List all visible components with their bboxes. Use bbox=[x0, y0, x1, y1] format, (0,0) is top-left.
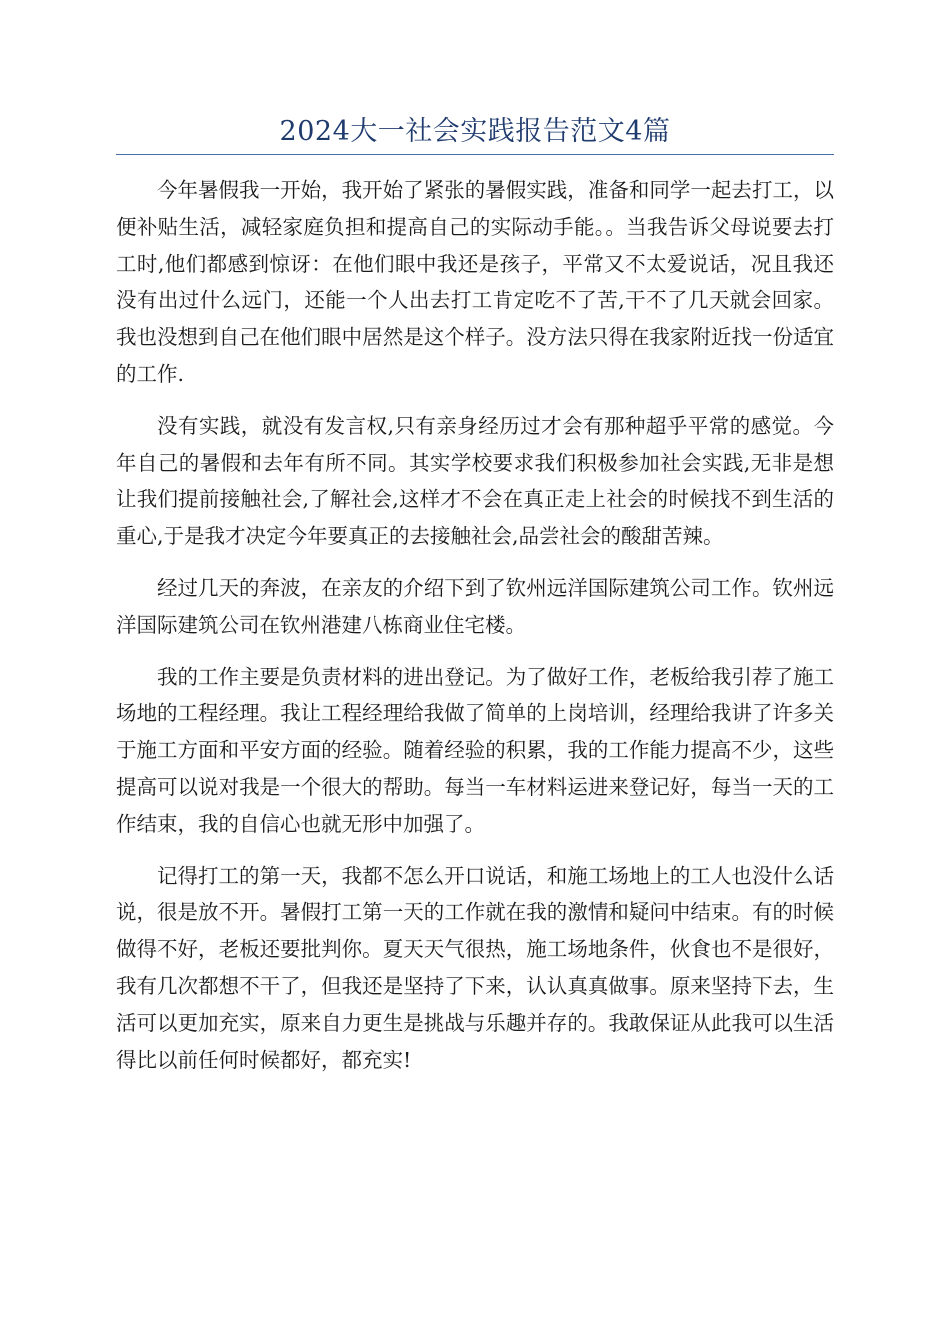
document-body bbox=[116, 172, 834, 1093]
paragraph-2: 没有实践，就没有发言权,只有亲身经历过才会有那种超乎平常的感觉。今年自己的暑假和去年有所不同。其实学校要求我们积极参加社会实践,无非是想让我们提前接触社会,了解社会,这样才不会在真正走上社会的时候找不到生活的重心,于是我才决定今年要真正的去接触社会,品尝社会的酸甜苦辣。 bbox=[116, 413, 834, 549]
paragraph-4: 我的工作主要是负责材料的进出登记。为了做好工作，老板给我引荐了施工场地的工程经理。我让工程经理给我做了简单的上岗培训，经理给我讲了许多关于施工方面和平安方面的经验。随着经验的积累，我的工作能力提高不少，这些提高可以说对我是一个很大的帮助。每当一车材料运进来登记好，每当一天的工作结束，我的自信心也就无形中加强了。 bbox=[116, 664, 834, 836]
paragraph-5: 记得打工的第一天，我都不怎么开口说话，和施工场地上的工人也没什么话说，很是放不开。暑假打工第一天的工作就在我的激情和疑问中结束。有的时候做得不好，老板还要批判你。夏天天气很热，施工场地条件，伙食也不是很好，我有几次都想不干了，但我还是坚持了下来，认认真真做事。原来坚持下去，生活可以更加充实，原来自力更生是挑战与乐趣并存的。我敢保证从此我可以生活得比以前任何时候都好，都充实! bbox=[116, 863, 834, 1072]
paragraph-1: 今年暑假我一开始，我开始了紧张的暑假实践，准备和同学一起去打工，以便补贴生活，减轻家庭负担和提高自己的实际动手能。。当我告诉父母说要去打工时,他们都感到惊讶：在他们眼中我还是孩子，平常又不太爱说话，况且我还没有出过什么远门，还能一个人出去打工肯定吃不了苦,干不了几天就会回家。我也没想到自己在他们眼中居然是这个样子。没方法只得在我家附近找一份适宜的工作. bbox=[116, 178, 834, 386]
paragraph-3: 经过几天的奔波，在亲友的介绍下到了钦州远洋国际建筑公司工作。钦州远洋国际建筑公司在钦州港建八栋商业住宅楼。 bbox=[116, 575, 834, 637]
title-underline bbox=[116, 154, 834, 155]
document-title: 2024大一社会实践报告范文4篇 bbox=[279, 116, 671, 147]
